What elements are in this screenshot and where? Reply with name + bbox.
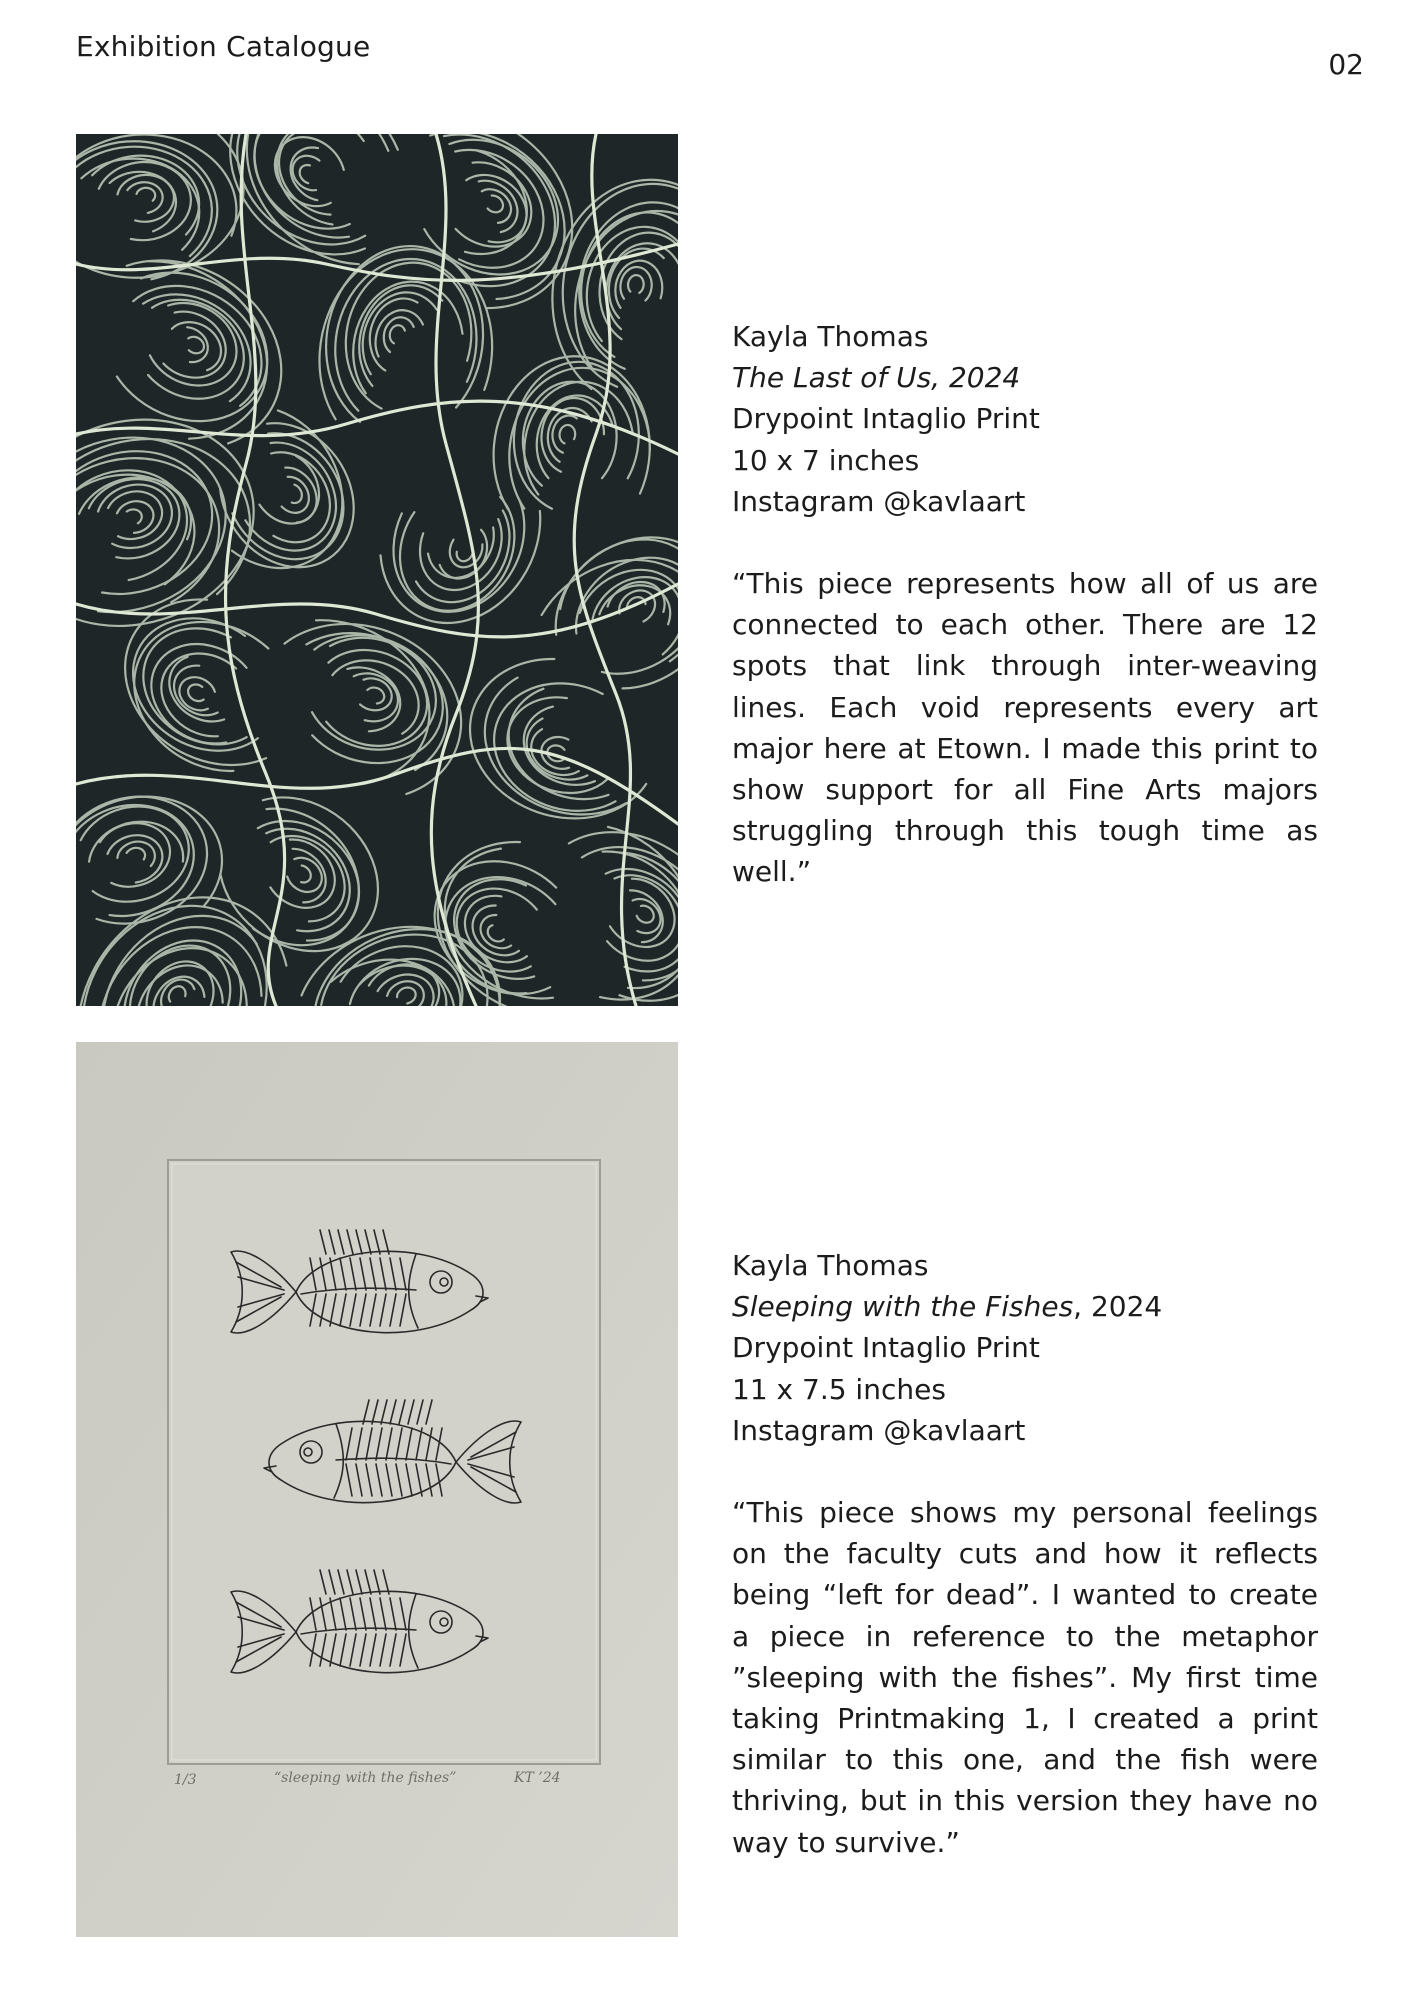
fish-drypoint-print bbox=[76, 1042, 678, 1937]
artwork-dimensions: 10 x 7 inches bbox=[732, 443, 920, 477]
artwork-image-last-of-us bbox=[76, 134, 678, 1006]
print-inscription-title: “sleeping with the fishes” bbox=[274, 1770, 457, 1786]
artist-statement: “This piece shows my personal feelings on the faculty cuts and how it reflects being “left for dead”. I wanted to create a piece in reference to the metaphor ”sleeping with the fishes”. My first time taking Printmaking 1, I created a print similar to this one, and the fish were thriving, but in this version they have no way to survive.” bbox=[732, 1496, 1318, 1859]
artwork-entry-1 bbox=[732, 316, 1318, 893]
artwork-medium: Drypoint Intaglio Print bbox=[732, 402, 1040, 436]
header-title: Exhibition Catalogue bbox=[76, 30, 371, 63]
artwork-medium: Drypoint Intaglio Print bbox=[732, 1331, 1040, 1365]
artwork-year: , 2024 bbox=[1073, 1290, 1163, 1324]
artwork-title: Sleeping with the Fishes bbox=[732, 1290, 1074, 1324]
abstract-linework-print bbox=[76, 134, 678, 1006]
artist-statement: “This piece represents how all of us are connected to each other. There are 12 spots that link through inter-weaving lines. Each void represents every art major here at Etown. I made this print to show support for all Fine Arts majors struggling through this tough time as well.” bbox=[732, 567, 1318, 889]
page-number: 02 bbox=[1328, 48, 1364, 81]
artwork-title: The Last of Us, 2024 bbox=[732, 361, 1021, 395]
artist-name: Kayla Thomas bbox=[732, 1249, 929, 1282]
artist-signature: KT ’24 bbox=[514, 1770, 561, 1786]
edition-number: 1/3 bbox=[174, 1772, 197, 1788]
artist-name: Kayla Thomas bbox=[732, 320, 929, 353]
artist-instagram: Instagram @kavlaart bbox=[732, 484, 1026, 518]
artwork-image-sleeping-with-the-fishes bbox=[76, 1042, 678, 1937]
artist-instagram: Instagram @kavlaart bbox=[732, 1413, 1026, 1447]
artwork-entry-2 bbox=[732, 1245, 1318, 1863]
artwork-dimensions: 11 x 7.5 inches bbox=[732, 1372, 946, 1406]
